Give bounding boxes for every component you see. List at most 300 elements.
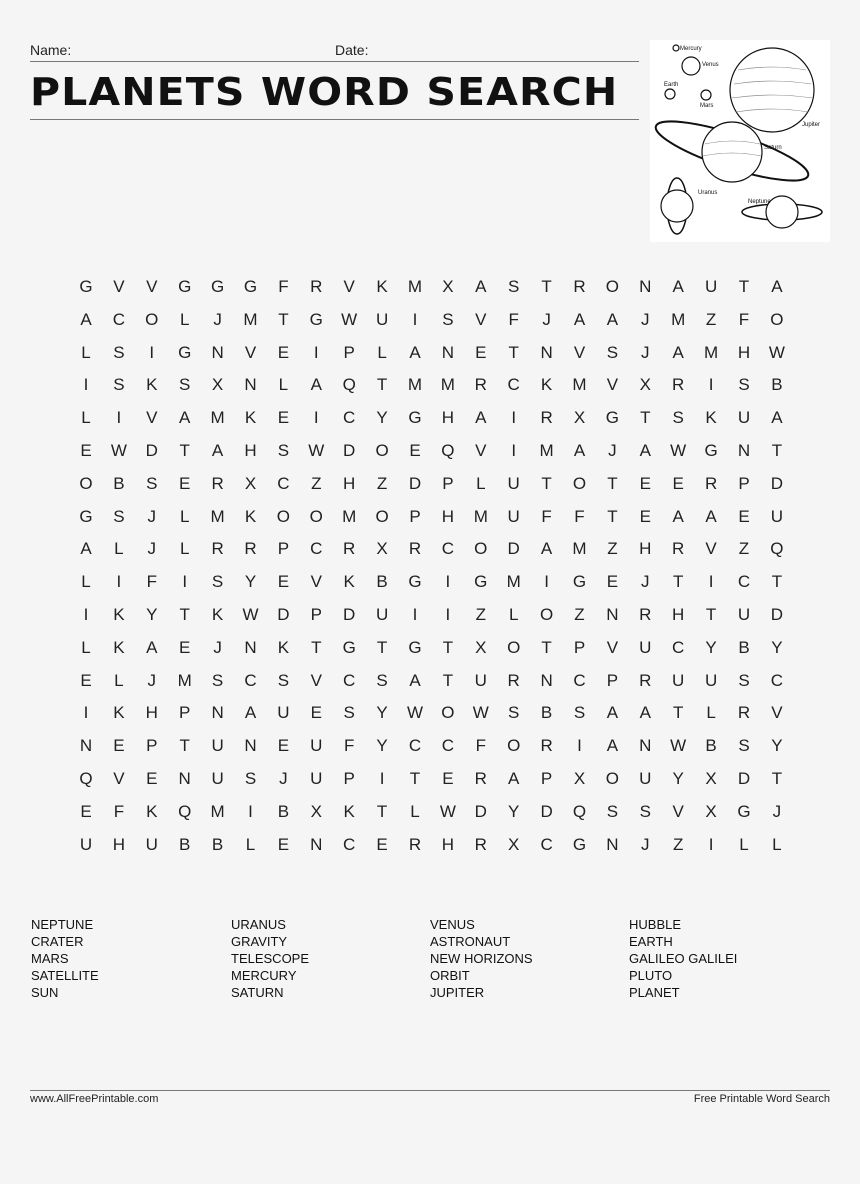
grid-letter: Y	[376, 408, 388, 428]
grid-letter: B	[277, 801, 290, 821]
grid-letter: V	[606, 375, 619, 395]
grid-letter: E	[80, 801, 92, 821]
planet-label-earth: Earth	[664, 82, 679, 88]
grid-letter: Q	[572, 801, 587, 821]
grid-letter: R	[507, 670, 520, 690]
grid-letter: W	[242, 605, 259, 624]
grid-letter: L	[81, 637, 91, 657]
planet-label-mars: Mars	[700, 103, 714, 109]
grid-letter: Z	[376, 473, 388, 493]
grid-letter: L	[377, 342, 387, 362]
grid-letter: E	[442, 769, 454, 788]
grid-letter: S	[442, 309, 454, 329]
grid-letter: R	[573, 277, 586, 296]
grid-letter: U	[639, 769, 652, 788]
grid-letter: E	[376, 834, 388, 854]
grid-letter: U	[507, 473, 520, 493]
grid-letter: K	[211, 605, 224, 624]
grid-letter: T	[771, 441, 783, 460]
grid-letter: I	[116, 408, 122, 428]
grid-letter: S	[508, 277, 520, 296]
grid-letter: V	[343, 277, 355, 296]
grid-letter: R	[639, 605, 652, 624]
grid-letter: A	[244, 703, 257, 723]
grid-letter: V	[113, 277, 125, 296]
grid-letter: G	[243, 277, 258, 296]
grid-letter: S	[508, 703, 520, 723]
grid-letter: F	[574, 506, 585, 526]
grid-letter: I	[577, 736, 582, 756]
grid-letter: T	[771, 572, 783, 592]
grid-letter: N	[606, 834, 619, 854]
grid-letter: C	[770, 670, 784, 690]
grid-letter: G	[572, 572, 587, 592]
grid-letter: C	[343, 834, 356, 854]
grid-letter: P	[573, 637, 586, 657]
grid-letter: L	[81, 572, 91, 592]
grid-letter: V	[475, 441, 487, 460]
grid-letter: A	[508, 769, 520, 788]
grid-letter: O	[441, 703, 455, 723]
grid-letter: L	[278, 375, 289, 395]
grid-letter: W	[472, 703, 489, 723]
grid-letter: X	[442, 277, 454, 296]
grid-letter: K	[146, 375, 158, 395]
grid-letter: L	[81, 342, 91, 362]
grid-letter: G	[342, 637, 356, 657]
grid-letter: K	[343, 572, 355, 592]
grid-letter: T	[409, 769, 421, 788]
planet-label-saturn: Saturn	[764, 145, 782, 151]
grid-letter: X	[573, 408, 586, 428]
grid-letter: V	[672, 801, 684, 821]
grid-letter: H	[145, 703, 158, 723]
grid-letter: U	[277, 703, 290, 723]
grid-letter: E	[80, 441, 92, 460]
grid-letter: P	[738, 473, 750, 493]
name-label: Name:	[30, 42, 72, 58]
grid-letter: Y	[771, 637, 783, 657]
grid-letter: K	[705, 408, 717, 428]
grid-letter: R	[474, 375, 487, 395]
grid-letter: M	[210, 506, 225, 526]
grid-letter: F	[738, 309, 750, 329]
grid-letter: J	[641, 572, 650, 592]
planet-label-jupiter: Jupiter	[802, 122, 821, 128]
grid-letter: E	[277, 572, 290, 592]
grid-letter: Z	[672, 834, 684, 854]
grid-letter: R	[704, 473, 718, 493]
grid-letter: A	[475, 408, 487, 428]
grid-letter: E	[738, 506, 750, 526]
grid-letter: V	[310, 670, 322, 690]
grid-letter: T	[541, 637, 552, 657]
word-list-item: SATELLITE	[31, 968, 99, 983]
grid-letter: H	[672, 605, 685, 624]
grid-letter: J	[147, 506, 157, 526]
grid-letter: N	[178, 769, 191, 788]
grid-letter: Y	[146, 605, 158, 624]
grid-letter: G	[572, 834, 587, 854]
grid-letter: C	[112, 309, 126, 329]
grid-letter: N	[639, 277, 652, 296]
grid-letter: Y	[244, 572, 257, 592]
grid-letter: A	[639, 441, 651, 460]
grid-letter: C	[507, 375, 520, 395]
grid-letter: I	[412, 309, 418, 329]
grid-letter: X	[705, 801, 717, 821]
grid-letter: Y	[771, 736, 783, 756]
grid-letter: T	[376, 637, 388, 657]
grid-letter: K	[277, 637, 290, 657]
grid-letter: I	[83, 375, 89, 395]
grid-letter: Z	[574, 605, 585, 624]
grid-letter: K	[343, 801, 355, 821]
grid-letter: L	[114, 670, 124, 690]
grid-letter: A	[540, 539, 553, 559]
grid-letter: A	[475, 277, 487, 296]
grid-letter: G	[79, 506, 93, 526]
grid-letter: H	[639, 539, 652, 559]
grid-letter: M	[572, 375, 587, 395]
grid-letter: E	[310, 703, 322, 723]
planet-label-uranus: Uranus	[698, 190, 718, 196]
grid-letter: O	[309, 506, 323, 526]
word-list-item: SUN	[31, 985, 59, 1000]
grid-letter: H	[441, 834, 455, 854]
word-list-item: TELESCOPE	[231, 951, 310, 966]
grid-letter: N	[540, 342, 553, 362]
grid-letter: C	[441, 736, 455, 756]
grid-letter: S	[343, 703, 355, 723]
grid-letter: L	[739, 834, 749, 854]
grid-letter: R	[672, 539, 685, 559]
grid-letter: K	[376, 277, 388, 296]
grid-letter: N	[606, 605, 619, 624]
grid-letter: Y	[376, 736, 388, 756]
grid-letter: U	[79, 834, 93, 854]
grid-letter: T	[771, 769, 783, 788]
grid-letter: C	[672, 637, 685, 657]
grid-letter: Y	[508, 801, 520, 821]
grid-letter: L	[410, 801, 420, 821]
grid-letter: F	[343, 736, 355, 756]
grid-letter: R	[408, 834, 422, 854]
grid-letter: V	[113, 769, 125, 788]
grid-letter: V	[705, 539, 717, 559]
grid-letter: W	[341, 309, 358, 329]
grid-letter: T	[640, 408, 651, 428]
grid-letter: Q	[342, 375, 356, 395]
grid-letter: Y	[376, 703, 388, 723]
grid-letter: S	[606, 801, 619, 821]
grid-letter: B	[771, 375, 783, 395]
grid-letter: K	[113, 637, 125, 657]
grid-letter: J	[772, 801, 782, 821]
grid-letter: R	[310, 277, 323, 296]
grid-letter: P	[540, 769, 553, 788]
grid-letter: U	[672, 670, 685, 690]
word-list-item: PLANET	[629, 985, 680, 1000]
grid-letter: B	[705, 736, 717, 756]
grid-letter: A	[606, 703, 619, 723]
grid-letter: V	[146, 408, 158, 428]
grid-letter: R	[540, 736, 553, 756]
grid-letter: S	[376, 670, 388, 690]
grid-letter: C	[540, 834, 553, 854]
grid-letter: G	[605, 408, 619, 428]
grid-letter: A	[80, 309, 92, 329]
grid-letter: X	[573, 769, 586, 788]
grid-letter: H	[244, 441, 257, 460]
grid-letter: E	[409, 441, 421, 460]
grid-letter: L	[476, 473, 486, 493]
grid-letter: A	[639, 703, 651, 723]
grid-letter: U	[145, 834, 158, 854]
grid-letter: A	[606, 736, 619, 756]
grid-letter: I	[412, 605, 418, 624]
word-list-item: ASTRONAUT	[430, 934, 511, 949]
grid-letter: Q	[770, 539, 784, 559]
word-list-item: JUPITER	[430, 985, 485, 1000]
grid-letter: S	[179, 375, 191, 395]
grid-letter: N	[540, 670, 553, 690]
grid-letter: P	[179, 703, 191, 723]
grid-letter: F	[146, 572, 157, 592]
date-label: Date:	[335, 42, 369, 58]
grid-letter: M	[506, 572, 521, 592]
grid-letter: I	[83, 605, 89, 624]
grid-letter: A	[146, 637, 158, 657]
word-list-item: GALILEO GALILEI	[629, 951, 738, 966]
grid-letter: S	[211, 572, 224, 592]
grid-letter: P	[606, 670, 619, 690]
grid-letter: I	[708, 375, 714, 395]
grid-letter: G	[309, 309, 323, 329]
grid-letter: I	[116, 572, 122, 592]
grid-letter: O	[539, 605, 554, 624]
grid-letter: Y	[672, 769, 684, 788]
grid-letter: S	[738, 375, 750, 395]
footer-website: www.AllFreePrintable.com	[30, 1093, 159, 1105]
grid-letter: E	[277, 408, 290, 428]
grid-letter: A	[310, 375, 322, 395]
grid-letter: W	[308, 441, 325, 460]
grid-letter: R	[540, 408, 553, 428]
grid-letter: O	[770, 309, 784, 329]
grid-letter: K	[113, 703, 125, 723]
page-title: PLANETS WORD SEARCH	[30, 70, 619, 114]
grid-letter: E	[475, 342, 487, 362]
grid-letter: T	[607, 473, 618, 493]
grid-letter: C	[441, 539, 455, 559]
grid-letter: K	[244, 506, 257, 526]
grid-letter: R	[474, 769, 487, 788]
grid-letter: P	[343, 342, 355, 362]
grid-letter: J	[279, 769, 288, 788]
grid-letter: D	[474, 801, 487, 821]
grid-letter: N	[441, 342, 455, 362]
grid-letter: C	[343, 408, 356, 428]
grid-letter: A	[771, 277, 783, 296]
grid-letter: X	[639, 375, 651, 395]
word-list-item: SATURN	[231, 985, 284, 1000]
grid-letter: K	[113, 605, 125, 624]
grid-letter: O	[507, 736, 521, 756]
grid-letter: W	[768, 342, 785, 362]
planet-label-venus: Venus	[702, 62, 719, 68]
grid-letter: C	[343, 670, 356, 690]
grid-letter: Q	[79, 769, 93, 788]
grid-letter: P	[343, 769, 355, 788]
grid-letter: T	[508, 342, 519, 362]
grid-letter: A	[672, 277, 684, 296]
grid-letter: R	[639, 670, 652, 690]
grid-letter: E	[277, 736, 290, 756]
grid-letter: D	[145, 441, 158, 460]
grid-letter: L	[81, 408, 91, 428]
grid-letter: O	[375, 441, 389, 460]
grid-letter: P	[409, 506, 421, 526]
grid-letter: R	[343, 539, 356, 559]
grid-letter: Z	[311, 473, 322, 493]
grid-letter: M	[572, 539, 587, 559]
grid-letter: A	[80, 539, 92, 559]
grid-letter: I	[379, 769, 385, 788]
grid-letter: W	[439, 801, 456, 821]
grid-letter: X	[244, 473, 257, 493]
grid-letter: L	[772, 834, 782, 854]
grid-letter: G	[210, 277, 225, 296]
grid-letter: B	[211, 834, 224, 854]
grid-letter: B	[540, 703, 553, 723]
grid-letter: G	[178, 277, 192, 296]
grid-letter: M	[704, 342, 719, 362]
grid-letter: J	[213, 309, 222, 329]
word-list-item: EARTH	[629, 934, 673, 949]
grid-letter: V	[146, 277, 158, 296]
grid-letter: G	[408, 572, 422, 592]
grid-letter: E	[606, 572, 619, 592]
grid-letter: E	[277, 342, 290, 362]
grid-letter: E	[639, 506, 651, 526]
grid-letter: I	[708, 572, 714, 592]
grid-letter: S	[738, 736, 750, 756]
grid-letter: K	[146, 801, 158, 821]
grid-letter: N	[310, 834, 323, 854]
word-list-item: NEW HORIZONS	[430, 951, 533, 966]
grid-letter: A	[771, 408, 783, 428]
grid-letter: J	[542, 309, 551, 329]
grid-letter: D	[343, 605, 356, 624]
grid-letter: I	[511, 408, 517, 428]
grid-letter: T	[672, 572, 684, 592]
grid-letter: X	[310, 801, 322, 821]
word-list-item: CRATER	[31, 934, 84, 949]
grid-letter: T	[278, 309, 289, 329]
grid-letter: S	[113, 342, 125, 362]
grid-letter: F	[278, 277, 289, 296]
grid-letter: A	[672, 342, 684, 362]
grid-letter: M	[407, 375, 423, 395]
grid-letter: G	[79, 277, 93, 296]
grid-letter: I	[511, 441, 517, 460]
grid-letter: M	[177, 670, 192, 690]
grid-letter: Q	[178, 801, 192, 821]
planet-label-mercury: Mercury	[680, 46, 702, 52]
grid-letter: A	[211, 441, 224, 460]
grid-letter: S	[277, 441, 290, 460]
grid-letter: J	[641, 834, 650, 854]
grid-letter: S	[113, 375, 125, 395]
grid-letter: C	[573, 670, 586, 690]
grid-letter: U	[639, 637, 652, 657]
grid-letter: D	[737, 769, 751, 788]
grid-letter: G	[474, 572, 488, 592]
grid-letter: F	[508, 309, 519, 329]
grid-letter: N	[244, 736, 257, 756]
grid-letter: I	[313, 342, 319, 362]
grid-letter: T	[541, 277, 552, 296]
grid-letter: L	[179, 539, 190, 559]
grid-letter: U	[474, 670, 487, 690]
grid-letter: A	[573, 441, 586, 460]
grid-letter: N	[244, 637, 257, 657]
grid-letter: A	[573, 309, 586, 329]
grid-letter: L	[706, 703, 716, 723]
grid-letter: X	[705, 769, 717, 788]
grid-letter: I	[708, 834, 714, 854]
grid-letter: S	[244, 769, 257, 788]
grid-letter: I	[248, 801, 253, 821]
grid-letter: B	[113, 473, 125, 493]
grid-letter: G	[408, 637, 422, 657]
grid-letter: T	[179, 736, 190, 756]
grid-letter: V	[606, 637, 619, 657]
planet-label-neptune: Neptune	[748, 199, 771, 205]
grid-letter: R	[474, 834, 487, 854]
grid-letter: U	[704, 670, 718, 690]
grid-letter: I	[182, 572, 188, 592]
grid-letter: E	[80, 670, 92, 690]
grid-letter: O	[605, 277, 619, 296]
grid-letter: I	[83, 703, 89, 723]
grid-letter: E	[179, 637, 191, 657]
grid-letter: U	[737, 408, 751, 428]
grid-letter: U	[310, 769, 323, 788]
grid-letter: N	[211, 342, 224, 362]
grid-letter: N	[244, 375, 257, 395]
grid-letter: L	[179, 506, 190, 526]
grid-letter: I	[544, 572, 549, 592]
grid-letter: O	[79, 473, 93, 493]
grid-letter: G	[704, 441, 718, 460]
grid-letter: N	[79, 736, 93, 756]
word-list-item: ORBIT	[430, 968, 470, 983]
grid-letter: L	[245, 834, 256, 854]
grid-letter: L	[179, 309, 190, 329]
word-list-item: GRAVITY	[231, 934, 288, 949]
grid-letter: S	[606, 342, 619, 362]
grid-letter: D	[408, 473, 422, 493]
grid-letter: O	[145, 309, 159, 329]
grid-letter: S	[113, 506, 125, 526]
grid-letter: T	[376, 375, 388, 395]
grid-letter: V	[310, 572, 322, 592]
grid-letter: U	[375, 309, 389, 329]
grid-letter: J	[641, 342, 650, 362]
grid-letter: J	[608, 441, 617, 460]
